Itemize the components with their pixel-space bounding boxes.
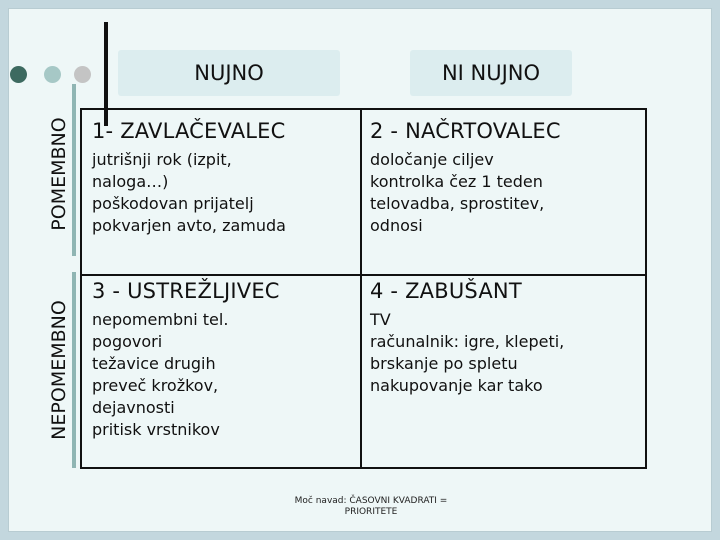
footer-line-1: Moč navad: ČASOVNI KVADRATI = [294,496,448,506]
list-item: odnosi [370,216,423,235]
grid-line-vertical [360,110,362,467]
column-header-not-urgent-text: NI NUJNO [441,61,541,85]
quadrant-title: 4 - ZABUŠANT [370,279,522,303]
row-divider-top [72,84,76,256]
dot-light [44,66,61,83]
list-item: težavice drugih [92,354,216,373]
quadrant-1 [92,118,354,237]
row-label-important: POMEMBNO [48,117,70,231]
quadrant-title: 3 - USTREŽLJIVEC [92,279,280,303]
quadrant-4 [370,278,640,397]
list-item: kontrolka čez 1 teden [370,172,543,191]
quadrant-3 [92,278,354,441]
priority-matrix [80,108,647,469]
quadrant-items [92,309,354,441]
list-item: preveč krožkov, [92,376,219,395]
list-item: pokvarjen avto, zamuda [92,216,286,235]
quadrant-title: 2 - NAČRTOVALEC [370,119,561,143]
grid-line-horizontal [82,274,645,276]
quadrant-title: 1- ZAVLAČEVALEC [92,119,286,143]
list-item: računalnik: igre, klepeti, [370,332,565,351]
quadrant-items [370,309,640,397]
list-item: telovadba, sprostitev, [370,194,545,213]
dot-dark [10,66,27,83]
list-item: pogovori [92,332,163,351]
list-item: jutrišnji rok (izpit, [92,150,232,169]
quadrant-items [370,149,640,237]
column-header-urgent [118,50,340,96]
footer-line-2: PRIORITETE [344,507,398,517]
list-item: poškodovan prijatelj [92,194,254,213]
dot-gray [74,66,91,83]
column-header-urgent-text: NUJNO [194,61,264,85]
quadrant-items [92,149,354,237]
list-item: določanje ciljev [370,150,494,169]
list-item: pritisk vrstnikov [92,420,220,439]
list-item: nepomembni tel. [92,310,229,329]
row-divider-bottom [72,272,76,468]
list-item: dejavnosti [92,398,175,417]
footer-caption [256,496,486,518]
list-item: naloga…) [92,172,169,191]
list-item: nakupovanje kar tako [370,376,543,395]
row-label-not-important: NEPOMEMBNO [48,300,70,440]
list-item: brskanje po spletu [370,354,518,373]
quadrant-2 [370,118,640,237]
list-item: TV [370,310,391,329]
column-header-not-urgent [410,50,572,96]
